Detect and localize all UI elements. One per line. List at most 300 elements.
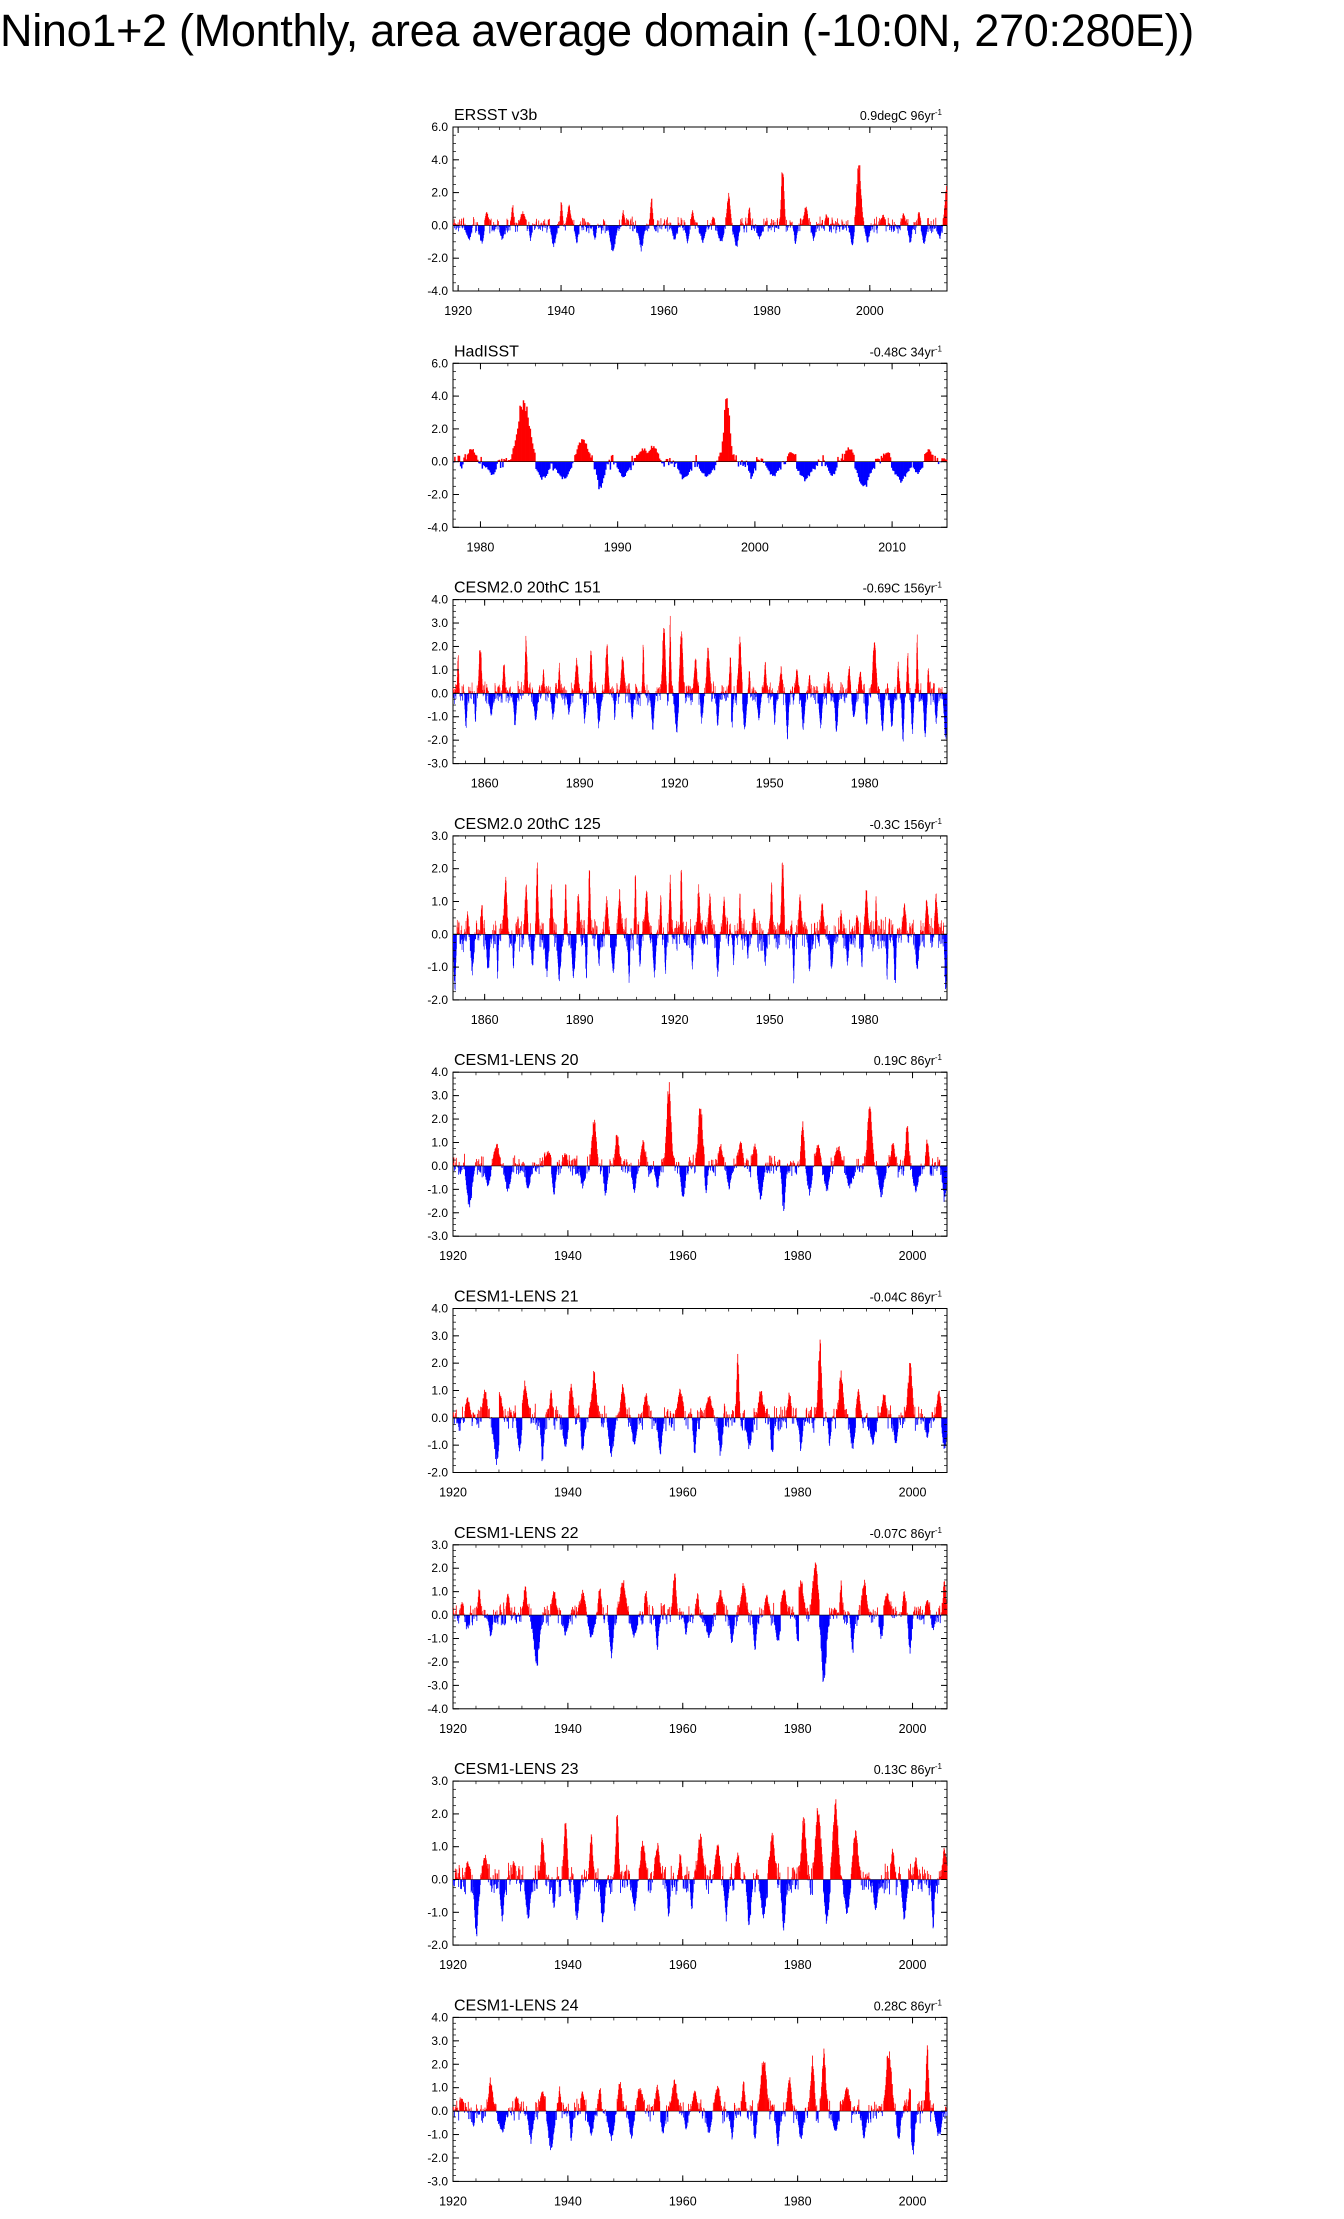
bar-positive	[685, 222, 686, 225]
bar-negative	[876, 225, 877, 229]
bar-positive	[920, 221, 921, 226]
bar-positive	[818, 223, 819, 225]
bar-positive	[838, 223, 839, 226]
bar-positive	[701, 923, 702, 934]
x-tick-label: 1990	[603, 540, 632, 555]
bar-positive	[593, 688, 594, 693]
bar-negative	[775, 934, 776, 938]
bar-positive	[639, 921, 640, 934]
bar-negative	[603, 693, 604, 697]
bar-positive	[894, 222, 895, 225]
bar-positive	[489, 219, 490, 225]
bar-positive	[728, 686, 729, 694]
bar-positive	[766, 683, 767, 693]
bar-positive	[813, 686, 814, 693]
bar-positive	[501, 459, 502, 462]
bar-negative	[602, 934, 603, 946]
y-tick-label: -4.0	[427, 520, 448, 535]
bar-negative	[868, 693, 869, 705]
bar-positive	[851, 691, 852, 693]
bar-positive	[625, 223, 626, 226]
bar-negative	[844, 225, 845, 228]
bar-negative	[459, 225, 460, 228]
bar-positive	[583, 218, 584, 225]
bar-positive	[667, 217, 668, 225]
bar-negative	[694, 934, 695, 941]
bar-positive	[676, 921, 677, 934]
bar-positive	[507, 220, 508, 225]
bar-negative	[790, 225, 791, 227]
bar-positive	[767, 685, 768, 693]
bar-negative	[500, 462, 501, 468]
bar-positive	[670, 222, 671, 225]
bar-positive	[567, 924, 568, 935]
bar-positive	[845, 689, 846, 693]
bar-positive	[657, 689, 658, 693]
bar-positive	[770, 682, 771, 693]
bar-negative	[776, 225, 777, 227]
bar-positive	[635, 221, 636, 226]
bar-positive	[517, 919, 518, 934]
bar-positive	[628, 221, 629, 225]
bar-negative	[706, 934, 707, 938]
bar-negative	[495, 934, 496, 944]
bar-negative	[677, 225, 678, 233]
bar-positive	[480, 457, 481, 462]
bar-positive	[657, 931, 658, 934]
bar-positive	[937, 458, 938, 462]
y-tick-label: 3.0	[431, 616, 448, 631]
bar-negative	[563, 934, 564, 942]
bar-positive	[603, 929, 604, 935]
bar-negative	[894, 693, 895, 699]
bar-positive	[507, 690, 508, 693]
bar-negative	[771, 693, 772, 697]
bar-positive	[560, 691, 561, 694]
bar-positive	[694, 926, 695, 935]
bar-negative	[461, 693, 462, 696]
bar-positive	[755, 690, 756, 693]
bar-positive	[685, 926, 686, 934]
bar-positive	[707, 220, 708, 225]
bar-positive	[674, 928, 675, 934]
bar-negative	[454, 693, 455, 704]
bar-positive	[638, 925, 639, 935]
bar-positive	[752, 219, 753, 226]
bar-negative	[790, 693, 791, 704]
bar-negative	[484, 225, 485, 231]
bar-negative	[792, 693, 793, 697]
bar-positive	[826, 687, 827, 694]
bar-negative	[821, 225, 822, 228]
bar-positive	[766, 221, 767, 225]
bar-positive	[768, 929, 769, 935]
bar-negative	[889, 225, 890, 230]
bar-positive	[477, 929, 478, 934]
bar-positive	[505, 682, 506, 693]
bar-negative	[816, 225, 817, 232]
bar-positive	[777, 218, 778, 225]
bar-positive	[492, 930, 493, 934]
bar-positive	[528, 688, 529, 694]
bar-negative	[824, 225, 825, 230]
bar-positive	[487, 684, 488, 693]
bar-positive	[455, 690, 456, 694]
bar-positive	[756, 930, 757, 934]
bar-positive	[715, 686, 716, 693]
bar-positive	[543, 221, 544, 226]
bar-negative	[817, 225, 818, 228]
bar-negative	[744, 934, 745, 938]
bar-positive	[583, 928, 584, 934]
bar-positive	[773, 220, 774, 225]
bar-positive	[611, 688, 612, 694]
bar-negative	[845, 693, 846, 697]
bar-positive	[840, 690, 841, 693]
bar-negative	[821, 462, 822, 466]
bar-negative	[538, 225, 539, 229]
bar-negative	[915, 693, 916, 697]
bar-negative	[464, 225, 465, 230]
bar-negative	[495, 693, 496, 698]
bar-negative	[474, 693, 475, 703]
bar-negative	[626, 934, 627, 941]
bar-negative	[794, 693, 795, 699]
bar-negative	[518, 693, 519, 699]
bar-negative	[662, 934, 663, 945]
bar-positive	[642, 921, 643, 934]
bar-positive	[541, 929, 542, 934]
bar-negative	[798, 225, 799, 231]
bar-negative	[769, 934, 770, 944]
x-tick-label: 1920	[660, 776, 689, 791]
bar-positive	[570, 931, 571, 934]
bar-positive	[549, 219, 550, 226]
bar-negative	[562, 934, 563, 946]
bar-negative	[817, 462, 818, 466]
bar-negative	[720, 693, 721, 699]
bar-negative	[702, 934, 703, 940]
bar-negative	[772, 225, 773, 227]
bar-positive	[688, 931, 689, 935]
bar-negative	[694, 934, 695, 939]
bar-negative	[618, 225, 619, 228]
bar-negative	[588, 693, 589, 705]
bar-positive	[570, 931, 571, 934]
bar-positive	[667, 923, 668, 935]
bar-negative	[877, 225, 878, 228]
panel-2	[427, 343, 947, 554]
bar-positive	[842, 685, 843, 694]
bar-positive	[815, 687, 816, 694]
panel-label: HadISST	[454, 343, 519, 361]
bar-positive	[626, 918, 627, 934]
bar-positive	[909, 683, 910, 693]
bar-positive	[878, 686, 879, 693]
bar-negative	[774, 934, 775, 939]
bar-positive	[625, 220, 626, 226]
bar-negative	[714, 934, 715, 938]
bar-positive	[679, 223, 680, 226]
bar-positive	[468, 687, 469, 694]
bar-negative	[815, 693, 816, 704]
bar-positive	[672, 927, 673, 934]
bar-positive	[864, 684, 865, 693]
bar-negative	[744, 934, 745, 945]
bar-positive	[496, 925, 497, 934]
bar-negative	[523, 934, 524, 944]
bar-positive	[633, 222, 634, 225]
bar-negative	[494, 693, 495, 699]
bar-negative	[842, 225, 843, 229]
bar-positive	[792, 691, 793, 694]
bar-positive	[698, 682, 699, 693]
bar-positive	[613, 691, 614, 693]
bar-positive	[729, 925, 730, 935]
bar-negative	[785, 462, 786, 464]
bar-negative	[684, 225, 685, 230]
bar-negative	[460, 693, 461, 700]
bar-negative	[685, 693, 686, 697]
bar-negative	[476, 693, 477, 707]
bar-positive	[550, 687, 551, 693]
bar-negative	[510, 693, 511, 696]
bar-positive	[619, 690, 620, 693]
bar-negative	[458, 225, 459, 231]
bar-negative	[753, 225, 754, 228]
bar-positive	[497, 687, 498, 693]
bar-negative	[777, 693, 778, 699]
bar-negative	[751, 693, 752, 696]
bar-negative	[685, 934, 686, 943]
bar-positive	[702, 922, 703, 935]
bar-positive	[660, 689, 661, 693]
y-tick-label: -2.0	[427, 251, 448, 266]
bar-negative	[555, 934, 556, 943]
bar-positive	[591, 931, 592, 935]
bar-positive	[706, 927, 707, 934]
bar-positive	[532, 687, 533, 693]
bar-positive	[668, 223, 669, 225]
bar-negative	[928, 225, 929, 232]
bar-positive	[720, 932, 721, 934]
bar-positive	[927, 218, 928, 225]
bar-negative	[689, 225, 690, 233]
bar-negative	[831, 225, 832, 232]
bar-positive	[637, 689, 638, 694]
bar-positive	[542, 924, 543, 935]
bar-negative	[719, 693, 720, 697]
bar-negative	[709, 225, 710, 228]
bar-positive	[846, 221, 847, 225]
bar-negative	[771, 225, 772, 230]
bar-negative	[716, 225, 717, 230]
bar-negative	[799, 225, 800, 231]
bar-negative	[649, 934, 650, 937]
bar-negative	[751, 693, 752, 696]
bar-negative	[741, 934, 742, 940]
bar-positive	[762, 932, 763, 935]
bar-negative	[532, 693, 533, 703]
bar-positive	[517, 930, 518, 935]
x-tick-label: 1960	[650, 304, 678, 318]
bar-positive	[648, 690, 649, 693]
bar-negative	[704, 934, 705, 943]
bar-negative	[836, 225, 837, 233]
bar-negative	[746, 934, 747, 939]
bar-negative	[587, 225, 588, 228]
bar-positive	[831, 687, 832, 693]
bar-negative	[763, 225, 764, 231]
bar-positive	[618, 689, 619, 693]
bar-negative	[477, 693, 478, 696]
bar-negative	[471, 693, 472, 699]
bar-negative	[672, 693, 673, 696]
bar-negative	[542, 225, 543, 231]
bar-negative	[769, 693, 770, 695]
bar-positive	[454, 219, 455, 225]
bar-negative	[569, 934, 570, 944]
bar-positive	[900, 688, 901, 693]
bar-negative	[639, 693, 640, 698]
bar-negative	[612, 693, 613, 697]
bar-positive	[476, 923, 477, 934]
bar-negative	[635, 693, 636, 697]
bar-negative	[696, 934, 697, 945]
bar-positive	[463, 218, 464, 226]
bar-negative	[762, 225, 763, 231]
bar-positive	[563, 688, 564, 693]
y-tick-label: 2.0	[431, 185, 448, 200]
bar-negative	[688, 693, 689, 697]
bar-negative	[563, 934, 564, 940]
bar-positive	[686, 922, 687, 935]
bar-negative	[933, 693, 934, 702]
bar-positive	[461, 926, 462, 935]
bar-positive	[741, 921, 742, 934]
bar-positive	[549, 691, 550, 693]
bar-negative	[508, 693, 509, 703]
bar-positive	[493, 925, 494, 935]
bar-negative	[563, 693, 564, 695]
bar-negative	[726, 693, 727, 700]
bar-positive	[888, 218, 889, 226]
bar-positive	[878, 459, 879, 462]
bar-positive	[585, 221, 586, 226]
bar-negative	[507, 693, 508, 696]
bar-negative	[497, 693, 498, 696]
bar-negative	[757, 934, 758, 947]
bar-negative	[561, 693, 562, 697]
bar-positive	[593, 929, 594, 934]
bar-positive	[630, 690, 631, 694]
bar-positive	[498, 221, 499, 225]
bar-positive	[512, 930, 513, 934]
bar-negative	[613, 693, 614, 700]
bar-positive	[933, 683, 934, 693]
bar-negative	[466, 934, 467, 941]
bar-negative	[676, 934, 677, 943]
trend-exponent: -1	[934, 580, 942, 590]
bar-positive	[705, 926, 706, 934]
bar-negative	[583, 225, 584, 230]
bar-negative	[643, 934, 644, 941]
bar-negative	[595, 934, 596, 939]
bar-positive	[914, 222, 915, 225]
bar-negative	[619, 693, 620, 696]
bar-negative	[673, 934, 674, 938]
bar-negative	[627, 934, 628, 940]
bar-positive	[558, 222, 559, 226]
bar-negative	[754, 693, 755, 699]
bar-positive	[710, 223, 711, 226]
bar-positive	[521, 921, 522, 934]
bar-positive	[624, 931, 625, 934]
bar-positive	[628, 684, 629, 694]
bar-positive	[534, 453, 535, 462]
bar-positive	[816, 691, 817, 694]
bar-negative	[870, 693, 871, 696]
bar-positive	[672, 685, 673, 693]
bar-positive	[727, 689, 728, 694]
bar-positive	[645, 688, 646, 694]
bar-negative	[677, 934, 678, 950]
bar-positive	[754, 690, 755, 693]
trend-label	[870, 344, 943, 359]
bar-positive	[794, 688, 795, 694]
bar-negative	[510, 225, 511, 230]
bar-positive	[931, 221, 932, 225]
bar-positive	[482, 684, 483, 693]
bar-positive	[455, 684, 456, 693]
bar-positive	[518, 681, 519, 693]
bar-positive	[591, 455, 592, 461]
bar-negative	[507, 225, 508, 232]
bar-negative	[523, 934, 524, 938]
bar-negative	[694, 462, 695, 467]
y-tick-label: -1.0	[427, 709, 448, 724]
x-tick-label: 1920	[444, 304, 473, 318]
bar-negative	[547, 693, 548, 695]
bar-positive	[750, 932, 751, 935]
bar-positive	[790, 222, 791, 225]
bar-positive	[508, 931, 509, 934]
bar-negative	[745, 462, 746, 467]
bar-positive	[476, 222, 477, 225]
bar-negative	[540, 693, 541, 698]
bar-negative	[874, 225, 875, 232]
bar-negative	[759, 934, 760, 937]
bar-positive	[557, 691, 558, 693]
bar-positive	[501, 691, 502, 694]
bar-negative	[656, 934, 657, 945]
bar-positive	[741, 918, 742, 935]
bar-negative	[501, 693, 502, 697]
bar-positive	[493, 222, 494, 225]
bar-negative	[762, 934, 763, 950]
bar-negative	[651, 934, 652, 938]
bar-negative	[499, 693, 500, 696]
bar-negative	[858, 693, 859, 699]
y-tick-label: 4.0	[431, 152, 448, 167]
bar-negative	[616, 934, 617, 938]
y-tick-label: 4.0	[431, 389, 448, 404]
bar-positive	[870, 687, 871, 693]
bar-negative	[582, 225, 583, 230]
bar-negative	[670, 225, 671, 228]
bar-negative	[493, 934, 494, 948]
bar-negative	[498, 225, 499, 229]
